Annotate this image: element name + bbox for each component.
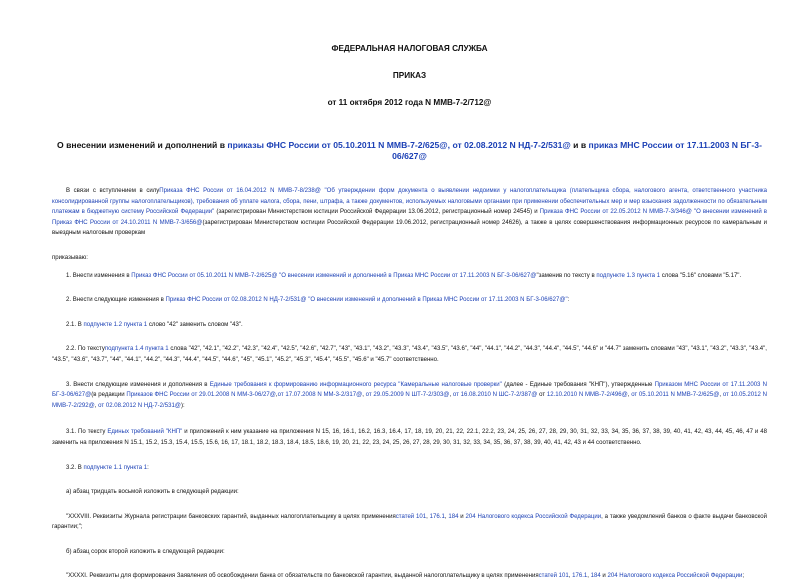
link-order-346[interactable]: Приказа ФНС России от 22.05.2012 N ММВ-7-3/346@ "О внесении изменений в Приказ ФНС России от 24.10.2011 N ММВ-7-3/656@ — [52, 209, 768, 226]
link-article-184b[interactable]: 184 — [590, 573, 601, 580]
link-subpoint-1-2[interactable]: подпункте 1.2 пункта 1 — [83, 321, 148, 328]
link-order-303[interactable]: от 29.05.2009 N ШТ-7-2/303@ — [365, 392, 450, 399]
link-article-204b[interactable]: 204 Налогового кодекса Российской Федерации — [607, 573, 743, 580]
item-3: 3. Внести следующие изменения и дополнения в Единые требования к формированию информационного ресурса "Камеральные налоговые проверки" (далее - Единые требования "КНП"), утвержденные Приказом МНС России от 17.11.2003 N БГ-3-06/627@(в редакции Приказов ФНС России от 29.01.2008 N ММ-3-06/27@,от 17.07.2008 N ММ-3-2/317@, от 29.05.2009 N ШТ-7-2/303@, от 16.08.2010 N ШС-7-2/387@ от 12.10.2010 N ММВ-7-2/496@, от 05.10.2011 N ММВ-7-2/625@, от 10.05.2012 N ММВ-7-2/292@, от 02.08.2012 N НД-7-2/531@): — [52, 381, 768, 409]
item-3-2-b-quote: "XXXXI. Реквизиты для формирования Заявления об освобождении банка от обязательств по банковской гарантии, выданной налогоплательщику в целях применениястатей 101, 176.1, 184 и 204 Налогового кодекса Российской Федерации; — [66, 573, 745, 580]
link-order-317[interactable]: от 17.07.2008 N ММ-3-2/317@ — [277, 392, 363, 399]
agency-name: ФЕДЕРАЛЬНАЯ НАЛОГОВАЯ СЛУЖБА — [331, 44, 488, 53]
link-order-531[interactable]: Приказ ФНС России от 02.08.2012 N НД-7-2/531@ "О внесении изменений и дополнений в Приказ МНС России от 17.11.2003 N БГ-3-06/627@" — [165, 297, 568, 304]
link-article-176-1[interactable]: 176.1 — [429, 513, 445, 520]
title-link-fns-orders[interactable]: приказы ФНС России от 05.10.2011 N ММВ-7-2/625@, от 02.08.2012 N НД-7-2/531@ — [227, 140, 571, 150]
link-order-531b[interactable]: от 02.08.2012 N НД-7-2/531@ — [98, 402, 181, 409]
item-3-2-b: б) абзац сорок второй изложить в следующей редакции: — [66, 548, 225, 555]
link-knp-requirements[interactable]: Единых требований "КНП" — [107, 429, 183, 436]
item-1: 1. Внести изменения в Приказ ФНС России от 05.10.2011 N ММВ-7-2/625@ "О внесении изменений и дополнений в Приказ МНС России от 17.11.2003 N БГ-3-06/627@"заменив по тексту в подпункте 1.3 пункта 1 слова "5.16" словами "5.17". — [66, 272, 742, 279]
item-2-2: 2.2. По текступодпункта 1.4 пункта 1 слова "42", "42.1", "42.2", "42.3", "42.4", "42.5", "42.6", "42.7", "43", "43.1", "43.2", "43.3", "43.4", "43.5", "43.6", "44", "44.1", "44.2", "44.3", "44.4", "44.5", "44.6" и "44.7" заменить словами "43", "43.1", "43.2", "43.3", "43.4", "43.5", "43.6", "43.7", "44", "44.1", "44.2", "44.3", "44.4", "44.5", "44.6", "45", "45.1", "45.2", "45.3", "45.4", "45.5", "45.6" и "45.7" соответственно. — [52, 346, 767, 363]
intro-paragraph: В связи с вступлением в силуПриказа ФНС России от 16.04.2012 N ММВ-7-8/238@ "Об утверждении форм документа о выявлении недоимки у налогоплательщика (плательщика сбора, налогового агента, ответственного участника консолидированной группы налогоплательщиков), требования об уплате налога, сбора, пени, штрафа, а также документов, используемых налоговыми органами при применении обеспечительных мер и мер взыскания задолженности по обязательным платежам в бюджетную систему Российской Федерации" (зарегистрирован Министерством юстиции Российской Федерации 13.06.2012, регистрационный номер 24545) и Приказа ФНС России от 22.05.2012 N ММВ-7-3/346@ "О внесении изменений в Приказ ФНС России от 24.10.2011 N ММВ-7-3/656@(зарегистрирован Министерством юстиции Российской Федерации 19.06.2012, регистрационный номер 24626), а также в целях совершенствования информационных ресурсов по камеральным и выездным налоговым проверкам — [52, 188, 768, 237]
link-article-101[interactable]: статей 101 — [395, 513, 427, 520]
link-order-625b[interactable]: от 05.10.2011 N ММВ-7-2/625@ — [631, 392, 720, 399]
link-order-27[interactable]: Приказов ФНС России от 29.01.2008 N ММ-3-06/27@ — [126, 392, 276, 399]
link-order-625[interactable]: Приказ ФНС России от 05.10.2011 N ММВ-7-2/625@ "О внесении изменений и дополнений в Приказ МНС России от 17.11.2003 N БГ-3-06/627@ — [131, 272, 537, 279]
doc-type: ПРИКАЗ — [392, 71, 427, 80]
link-unified-requirements[interactable]: Единые требования к формированию информационного ресурса "Камеральные налоговые проверки" — [209, 381, 502, 388]
link-article-204[interactable]: 204 Налогового кодекса Российской Федерации — [465, 513, 602, 520]
item-3-1: 3.1. По тексту Единых требований "КНП" и приложений к ним указание на приложения N 15, 16, 16.1, 16.2, 16.3, 16.4, 17, 18, 19, 20, 21, 22, 22.1, 22.2, 23, 24, 25, 26, 27, 28, 29, 30, 31, 32, 33, 34, 35, 36, 37, 38, 39, 40, 41, 42, 43, 44, 45, 46, 47 и 48 заменить на приложения N 15.1, 15.2, 15.3, 15.4, 15.5, 15.6, 16, 17, 18.1, 18.2, 18.3, 18.4, 18.5, 18.6, 19, 20, 21, 22, 23, 24, 25, 26, 27, 28, 29, 30, 31, 32, 33, 34, 35, 36, 37, 38, 39, 40, 41, 42, 43 и 44 соответственно. — [52, 429, 767, 446]
item-3-2-a-quote: "XXXVIII. Реквизиты Журнала регистрации банковских гарантий, выданных налогоплательщику в целях применениястатей 101, 176.1, 184 и 204 Налогового кодекса Российской Федерации, а также уведомлений банков о факте выдачи банковской гарантии;"; — [52, 513, 767, 531]
link-mns-order-627[interactable]: Приказом МНС России от 17.11.2003 N БГ-3-06/627@ — [52, 381, 768, 399]
link-subpoint-1-3[interactable]: подпункте 1.3 пункта 1 — [596, 272, 661, 279]
document-title: О внесении изменений и дополнений в приказы ФНС России от 05.10.2011 N ММВ-7-2/625@, от 02.08.2012 N НД-7-2/531@ и в приказ МНС России от 17.11.2003 N БГ-3-06/627@ — [57, 140, 762, 161]
link-order-496[interactable]: 12.10.2010 N ММВ-7-2/496@ — [546, 392, 628, 399]
link-order-238[interactable]: Приказа ФНС России от 16.04.2012 N ММВ-7-8/238@ "Об утверждении форм документа о выявлении недоимки у налогоплательщика (плательщика сбора, налогового агента, ответственного участника консолидированной группы налогоплательщиков), требования об уплате налога, сбора, пени, штрафа, а также документов, используемых налоговыми органами при применении обеспечительных мер и мер взыскания задолженности по обязательным платежам в бюджетную систему Российской Федерации" — [52, 188, 767, 216]
link-article-101b[interactable]: статей 101 — [538, 573, 569, 580]
link-subpoint-1-4[interactable]: подпункта 1.4 пункта 1 — [104, 346, 169, 353]
link-article-184[interactable]: 184 — [448, 513, 459, 520]
item-3-2: 3.2. В подпункте 1.1 пункта 1: — [66, 464, 149, 471]
link-order-387[interactable]: от 16.08.2010 N ШС-7-2/387@ — [452, 392, 538, 399]
prikazyvayu: приказываю: — [52, 254, 88, 261]
title-link-mns-order[interactable]: приказ МНС России от 17.11.2003 N БГ-3-06/627@ — [392, 140, 762, 161]
link-article-176-1b[interactable]: 176.1 — [572, 573, 588, 580]
link-order-292[interactable]: от 10.05.2012 N ММВ-7-2/292@ — [52, 392, 767, 409]
item-2: 2. Внести следующие изменения в Приказ ФНС России от 02.08.2012 N НД-7-2/531@ "О внесении изменений и дополнений в Приказ МНС России от 17.11.2003 N БГ-3-06/627@": — [66, 297, 570, 304]
item-2-1: 2.1. В подпункте 1.2 пункта 1 слово "42" заменить словом "43". — [66, 321, 243, 328]
link-subpoint-1-1[interactable]: подпункте 1.1 пункта 1 — [83, 464, 148, 471]
item-3-2-a: а) абзац тридцать восьмой изложить в следующей редакции: — [66, 489, 239, 496]
doc-date: от 11 октября 2012 года N ММВ-7-2/712@ — [327, 98, 492, 107]
